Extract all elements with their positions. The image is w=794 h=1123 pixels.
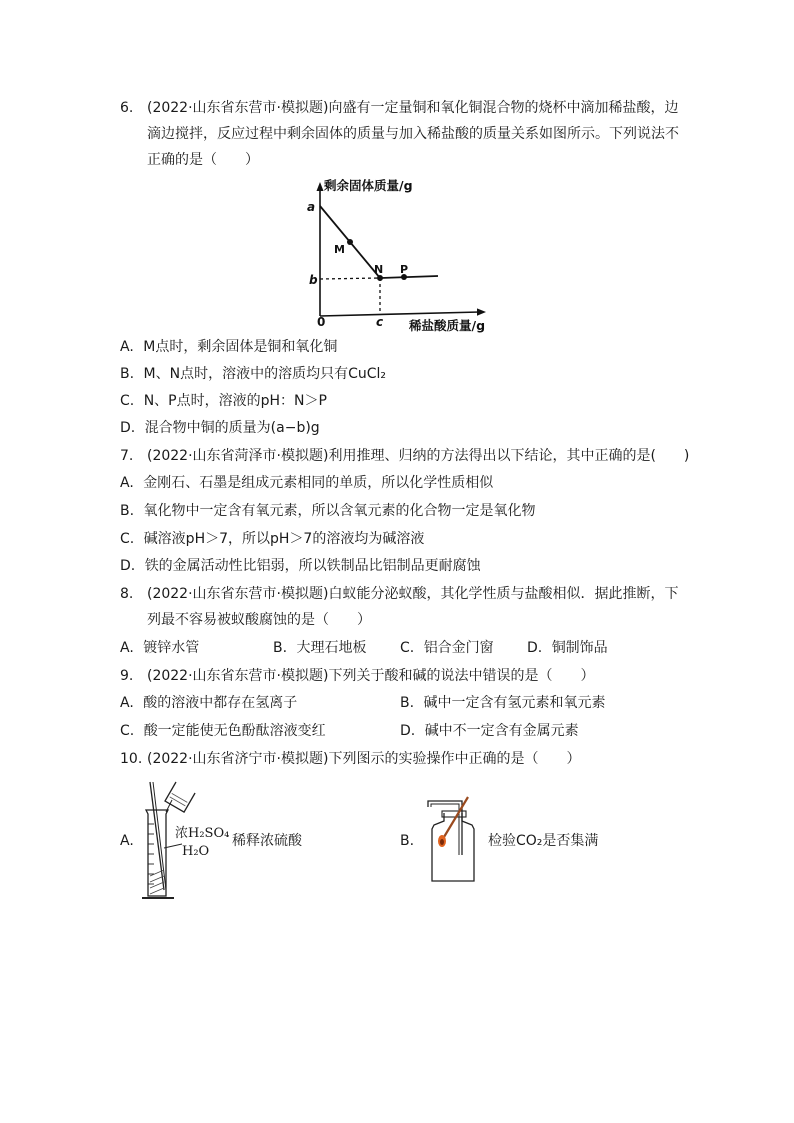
option-key: B. <box>120 503 135 519</box>
option-text: 镀锌水管 <box>143 640 200 656</box>
q9-option-a <box>120 693 297 713</box>
question-6-graph <box>300 176 500 336</box>
q7-option-a <box>120 473 493 493</box>
option-text: 氧化物中一定含有氧元素，所以含氧元素的化合物一定是氧化物 <box>143 503 536 519</box>
q8-option-b <box>273 638 367 658</box>
question-6-stem-line-3: 正确的是（ ） <box>147 152 259 168</box>
question-8-number: 8. <box>120 586 134 602</box>
q9-option-d <box>400 721 579 741</box>
option-key: C. <box>120 723 135 739</box>
origin: 0 <box>317 315 326 329</box>
x-axis-arrow <box>477 308 486 315</box>
option-key: B. <box>120 366 135 382</box>
option-key: A. <box>120 475 134 491</box>
option-key: D. <box>400 723 416 739</box>
question-8-stem-line-2: 列最不容易被蚁酸腐蚀的是（ ） <box>147 612 371 628</box>
option-key: B. <box>273 640 288 656</box>
option-text: M、N点时，溶液中的溶质均只有CuCl₂ <box>143 366 386 382</box>
option-text: M点时，剩余固体是铜和氧化铜 <box>143 339 338 355</box>
question-6-number: 6. <box>120 100 134 116</box>
option-key: A. <box>120 640 134 656</box>
question-8-stem-line-1: (2022·山东省东营市·模拟题)白蚁能分泌蚁酸，其化学性质与盐酸相似．据此推断，下 <box>147 586 679 602</box>
option-key: C. <box>120 531 135 547</box>
label-p: P <box>400 263 409 276</box>
option-key: D. <box>120 558 136 574</box>
q8-option-d <box>527 638 608 658</box>
option-key: D. <box>527 640 543 656</box>
option-key: D. <box>120 420 136 436</box>
q7-option-d <box>120 556 481 576</box>
label-n: N <box>374 263 384 276</box>
q10-a-label-h2o: H₂O <box>182 844 210 859</box>
option-key: C. <box>400 640 415 656</box>
question-6-stem-line-2: 滴边搅拌，反应过程中剩余固体的质量与加入稀盐酸的质量关系如图所示。下列说法不 <box>147 126 679 142</box>
q8-option-a <box>120 638 199 658</box>
option-text: N、P点时，溶液的pH：N＞P <box>143 393 327 409</box>
question-9-number: 9. <box>120 668 134 684</box>
label-m: M <box>334 243 345 256</box>
q6-option-b <box>120 364 386 384</box>
option-text: 酸一定能使无色酚酞溶液变红 <box>143 723 326 739</box>
tick-a: a <box>307 200 316 214</box>
option-text: 铝合金门窗 <box>423 640 494 656</box>
q10-a-caption: 稀释浓硫酸 <box>232 833 302 849</box>
option-text: 铁的金属活动性比铝弱，所以铁制品比铝制品更耐腐蚀 <box>144 558 481 574</box>
option-text: 酸的溶液中都存在氢离子 <box>143 695 298 711</box>
question-7-number: 7. <box>120 448 134 464</box>
option-text: 铜制饰品 <box>551 640 608 656</box>
q9-option-c <box>120 721 326 741</box>
tick-b: b <box>309 273 318 287</box>
q8-option-c <box>400 638 494 658</box>
question-7-stem: (2022·山东省菏泽市·模拟题)利用推理、归纳的方法得出以下结论，其中正确的是( ) <box>147 448 690 464</box>
question-10-stem: (2022·山东省济宁市·模拟题)下列图示的实验操作中正确的是（ ） <box>147 751 581 767</box>
option-text: 混合物中铜的质量为(a−b)g <box>144 420 320 436</box>
option-text: 金刚石、石墨是组成元素相同的单质，所以化学性质相似 <box>143 475 494 491</box>
tick-c: c <box>376 315 384 329</box>
question-9-stem: (2022·山东省东营市·模拟题)下列关于酸和碱的说法中错误的是（ ） <box>147 668 595 684</box>
ylabel: 剩余固体质量/g <box>324 178 413 193</box>
y-axis-arrow <box>317 182 324 191</box>
tilted-beaker <box>165 782 195 812</box>
guide-b <box>320 278 380 279</box>
option-text: 碱中不一定含有金属元素 <box>424 723 579 739</box>
option-key: C. <box>120 393 135 409</box>
graph-line-flat <box>380 276 438 278</box>
x-axis <box>320 312 480 316</box>
q6-option-a <box>120 337 337 357</box>
option-text: 碱中一定含有氢元素和氧元素 <box>423 695 606 711</box>
gas-bottle-illustration <box>424 795 484 885</box>
option-key: A. <box>120 695 134 711</box>
q7-option-c <box>120 529 424 549</box>
q10-a-label-h2so4: 浓H₂SO₄ <box>175 826 230 841</box>
q10-option-a-key: A. <box>120 833 134 849</box>
option-text: 大理石地板 <box>296 640 367 656</box>
q6-option-c <box>120 391 327 411</box>
q6-option-d <box>120 418 320 438</box>
question-6-stem-line-1: (2022·山东省东营市·模拟题)向盛有一定量铜和氧化铜混合物的烧杯中滴加稀盐酸，边 <box>147 100 679 116</box>
option-text: 碱溶液pH＞7，所以pH＞7的溶液均为碱溶液 <box>143 531 425 547</box>
question-10-number: 10. <box>120 751 143 767</box>
q7-option-b <box>120 501 536 521</box>
option-key: A. <box>120 339 134 355</box>
q10-option-b-key: B. <box>400 833 415 849</box>
q9-option-b <box>400 693 606 713</box>
q10-b-caption: 检验CO₂是否集满 <box>488 833 599 849</box>
point-m <box>347 239 353 245</box>
option-key: B. <box>400 695 415 711</box>
xlabel: 稀盐酸质量/g <box>409 318 486 333</box>
